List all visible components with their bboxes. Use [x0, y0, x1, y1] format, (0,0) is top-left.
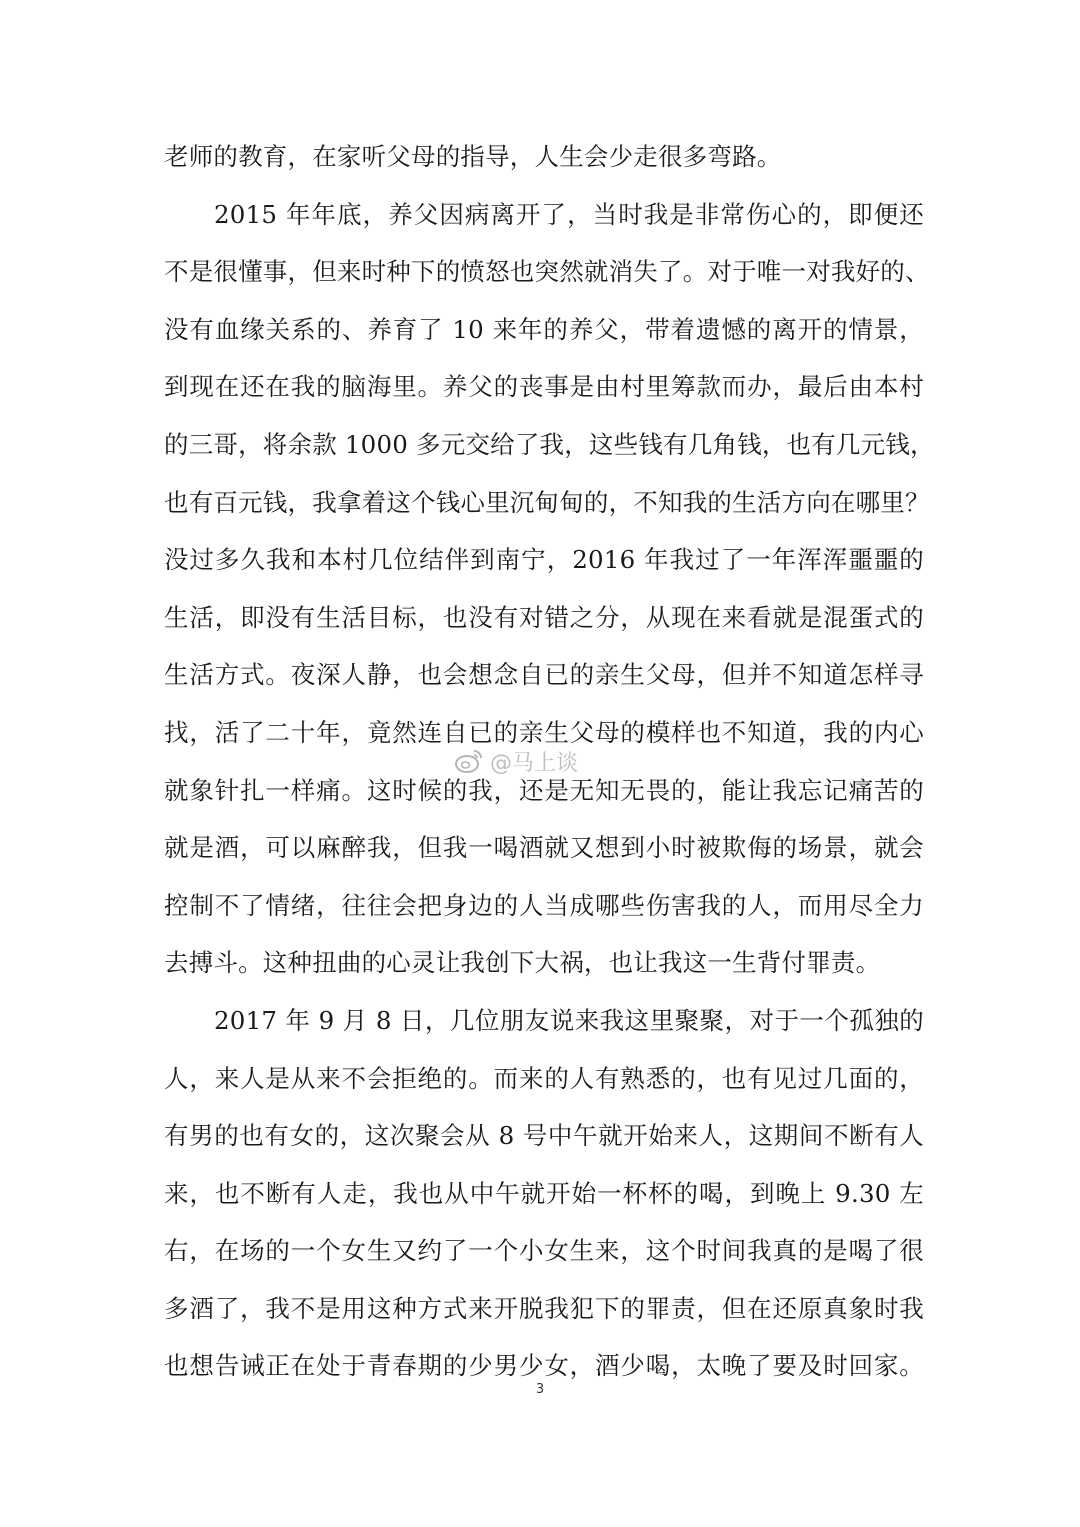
- text-line: 生活，即没有生活目标，也没有对错之分，从现在来看就是混蛋式的: [164, 602, 924, 632]
- page-number: 3: [535, 1382, 545, 1397]
- text-line: 也想告诫正在处于青春期的少男少女，酒少喝，太晚了要及时回家。: [164, 1351, 924, 1381]
- text-line: 多酒了，我不是用这种方式来开脱我犯下的罪责，但在还原真象时我: [164, 1293, 924, 1323]
- text-line: 找，活了二十年，竟然连自已的亲生父母的模样也不知道，我的内心: [164, 717, 924, 747]
- text-line: 控制不了情绪，往往会把身边的人当成哪些伤害我的人，而用尽全力: [164, 890, 924, 920]
- watermark-text: @马上谈: [490, 750, 579, 776]
- paragraph-start-line: 2015 年年底，养父因病离开了，当时我是非常伤心的，即便还: [214, 199, 924, 229]
- body-text: [164, 128, 935, 1395]
- text-line: 人，来人是从来不会拒绝的。而来的人有熟悉的，也有见过几面的，: [164, 1063, 924, 1093]
- text-line: 老师的教育，在家听父母的指导，人生会少走很多弯路。: [164, 142, 782, 171]
- text-line: 右，在场的一个女生又约了一个小女生来，这个时间我真的是喝了很: [164, 1236, 924, 1266]
- text-line: 去搏斗。这种扭曲的心灵让我创下大祸，也让我这一生背付罪责。: [164, 948, 881, 978]
- text-line: 生活方式。夜深人静，也会想念自已的亲生父母，但并不知道怎样寻: [164, 660, 924, 690]
- text-line: 就是酒，可以麻醉我，但我一喝酒就又想到小时被欺侮的场景，就会: [164, 833, 924, 863]
- paragraph-start-line: 2017 年 9 月 8 日，几位朋友说来我这里聚聚，对于一个孤独的: [214, 1005, 924, 1035]
- text-line: 不是很懂事，但来时种下的愤怒也突然就消失了。对于唯一对我好的、: [164, 257, 930, 287]
- text-line: 到现在还在我的脑海里。养父的丧事是由村里筹款而办，最后由本村: [164, 372, 924, 402]
- text-line: 来，也不断有人走，我也从中午就开始一杯杯的喝，到晚上 9.30 左: [164, 1178, 924, 1208]
- text-line: 没过多久我和本村几位结伴到南宁，2016 年我过了一年浑浑噩噩的: [164, 545, 924, 575]
- text-line: 的三哥，将余款 1000 多元交给了我，这些钱有几角钱，也有几元钱，: [164, 429, 935, 459]
- text-line: 有男的也有女的，这次聚会从 8 号中午就开始来人，这期间不断有人: [164, 1121, 924, 1151]
- text-line: 没有血缘关系的、养育了 10 来年的养父，带着遗憾的离开的情景，: [164, 314, 924, 344]
- text-line: 也有百元钱，我拿着这个钱心里沉甸甸的，不知我的生活方向在哪里？: [164, 487, 930, 517]
- text-line: 就象针扎一样痛。这时候的我，还是无知无畏的，能让我忘记痛苦的: [164, 775, 924, 805]
